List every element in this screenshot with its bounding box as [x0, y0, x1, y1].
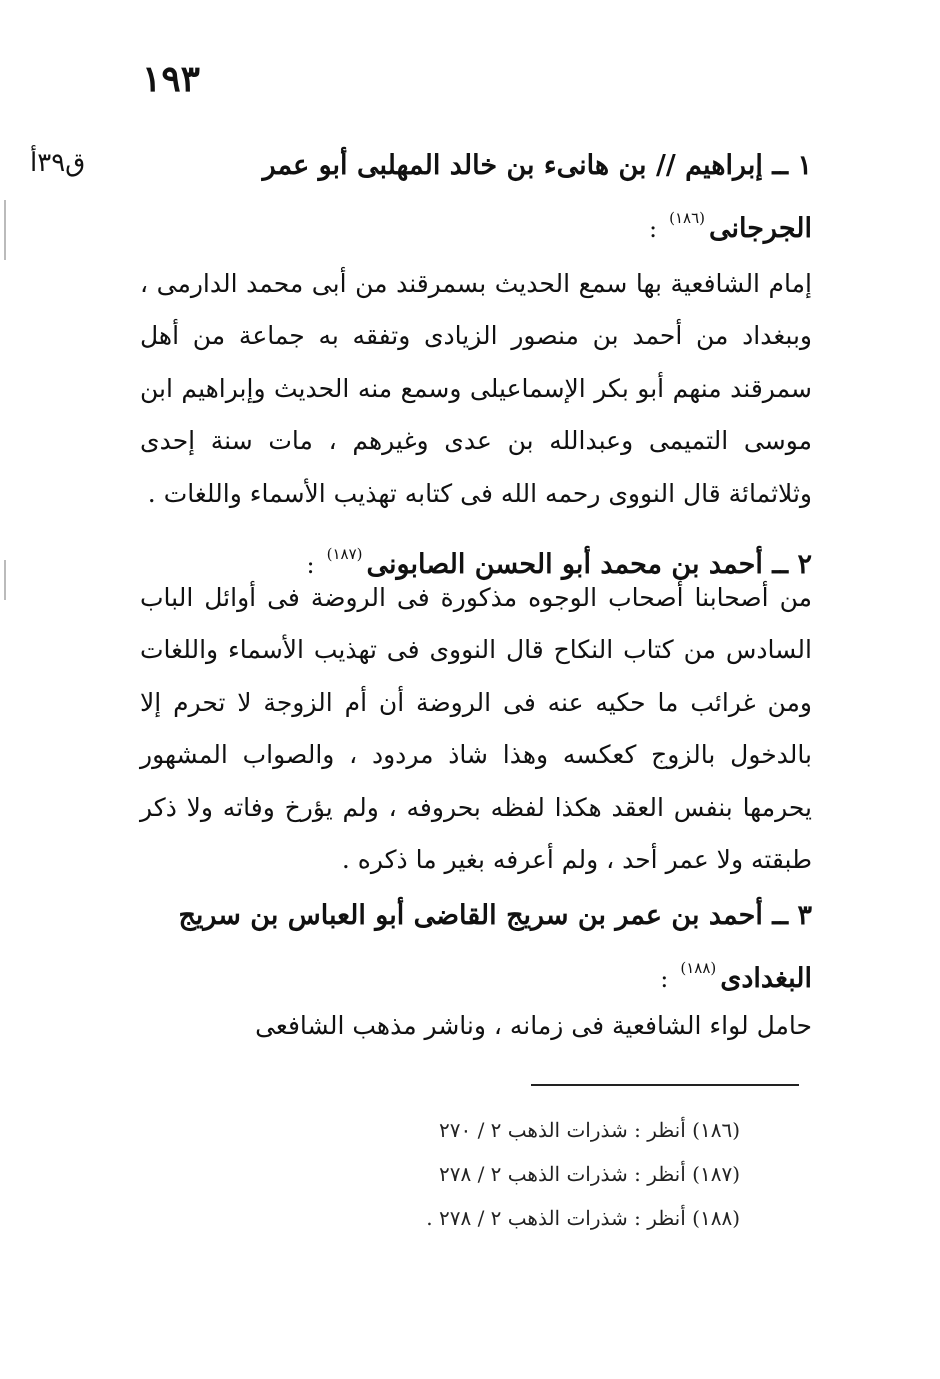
- footnote-186: (١٨٦) أنظر : شذرات الذهب ٢ / ٢٧٠: [438, 1118, 740, 1142]
- page-number: ١٩٣: [142, 58, 201, 100]
- entry-3-body: حامل لواء الشافعية فى زمانه ، وناشر مذهب الشافعى: [255, 1011, 812, 1040]
- entry-2-body: من أصحابنا أصحاب الوجوه مذكورة فى الروضة فى أوائل الباب السادس من كتاب النكاح قال النووى فى تهذيب الأسماء واللغات ومن غرائب ما حكيه عنه فى الروضة أن أم الزوجة لا تحرم إلا بالدخول بالزوج كعكسه وهذا شاذ مردود ، والصواب المشهور يحرمها بنفس العقد هكذا لفظه بحروفه ، ولم يؤرخ وفاته ولا ذكر طبقته ولا عمر أحد ، ولم أعرفه بغير ما ذكره .: [140, 583, 812, 875]
- footnote-divider: [531, 1084, 799, 1086]
- margin-note: ق٣٩أ: [30, 148, 86, 178]
- entry-2-title: ٢ ــ أحمد بن محمد أبو الحسن الصابونى: [366, 549, 812, 580]
- entry-2-colon: :: [306, 551, 315, 579]
- entry-3-footnote-ref: (١٨٨): [680, 959, 717, 977]
- entry-3-heading: [132, 890, 812, 1005]
- entry-3-colon: :: [660, 965, 669, 993]
- footnote-187: (١٨٧) أنظر : شذرات الذهب ٢ / ٢٧٨: [438, 1162, 740, 1186]
- binding-edge-mark: [4, 200, 6, 260]
- entry-2-footnote-ref: (١٨٧): [326, 545, 363, 563]
- entry-3-title: ٣ ــ أحمد بن عمر بن سريج القاضى أبو العباس بن سريج البغدادى: [178, 900, 812, 994]
- entry-1-colon: :: [649, 215, 658, 243]
- entry-1-body: إمام الشافعية بها سمع الحديث بسمرقند من أبى محمد الدارمى ، وببغداد من أحمد بن منصور الزيادى وتفقه به جماعة من أهل سمرقند منهم أبو بكر الإسماعيلى وسمع منه الحديث وإبراهيم ابن موسى التميمى وعبدالله بن عدى وغيرهم ، مات سنة إحدى وثلاثمائة قال النووى رحمه الله فى كتابه تهذيب الأسماء واللغات .: [140, 269, 812, 508]
- binding-edge-mark: [4, 560, 6, 600]
- entry-1-footnote-ref: (١٨٦): [669, 209, 705, 227]
- entry-1-title: ١ ــ إبراهيم // بن هانىء بن خالد المهلبى أبو عمر الجرجانى: [262, 150, 812, 244]
- entry-1-heading: [132, 140, 812, 255]
- footnote-188: (١٨٨) أنظر : شذرات الذهب ٢ / ٢٧٨ .: [426, 1206, 740, 1230]
